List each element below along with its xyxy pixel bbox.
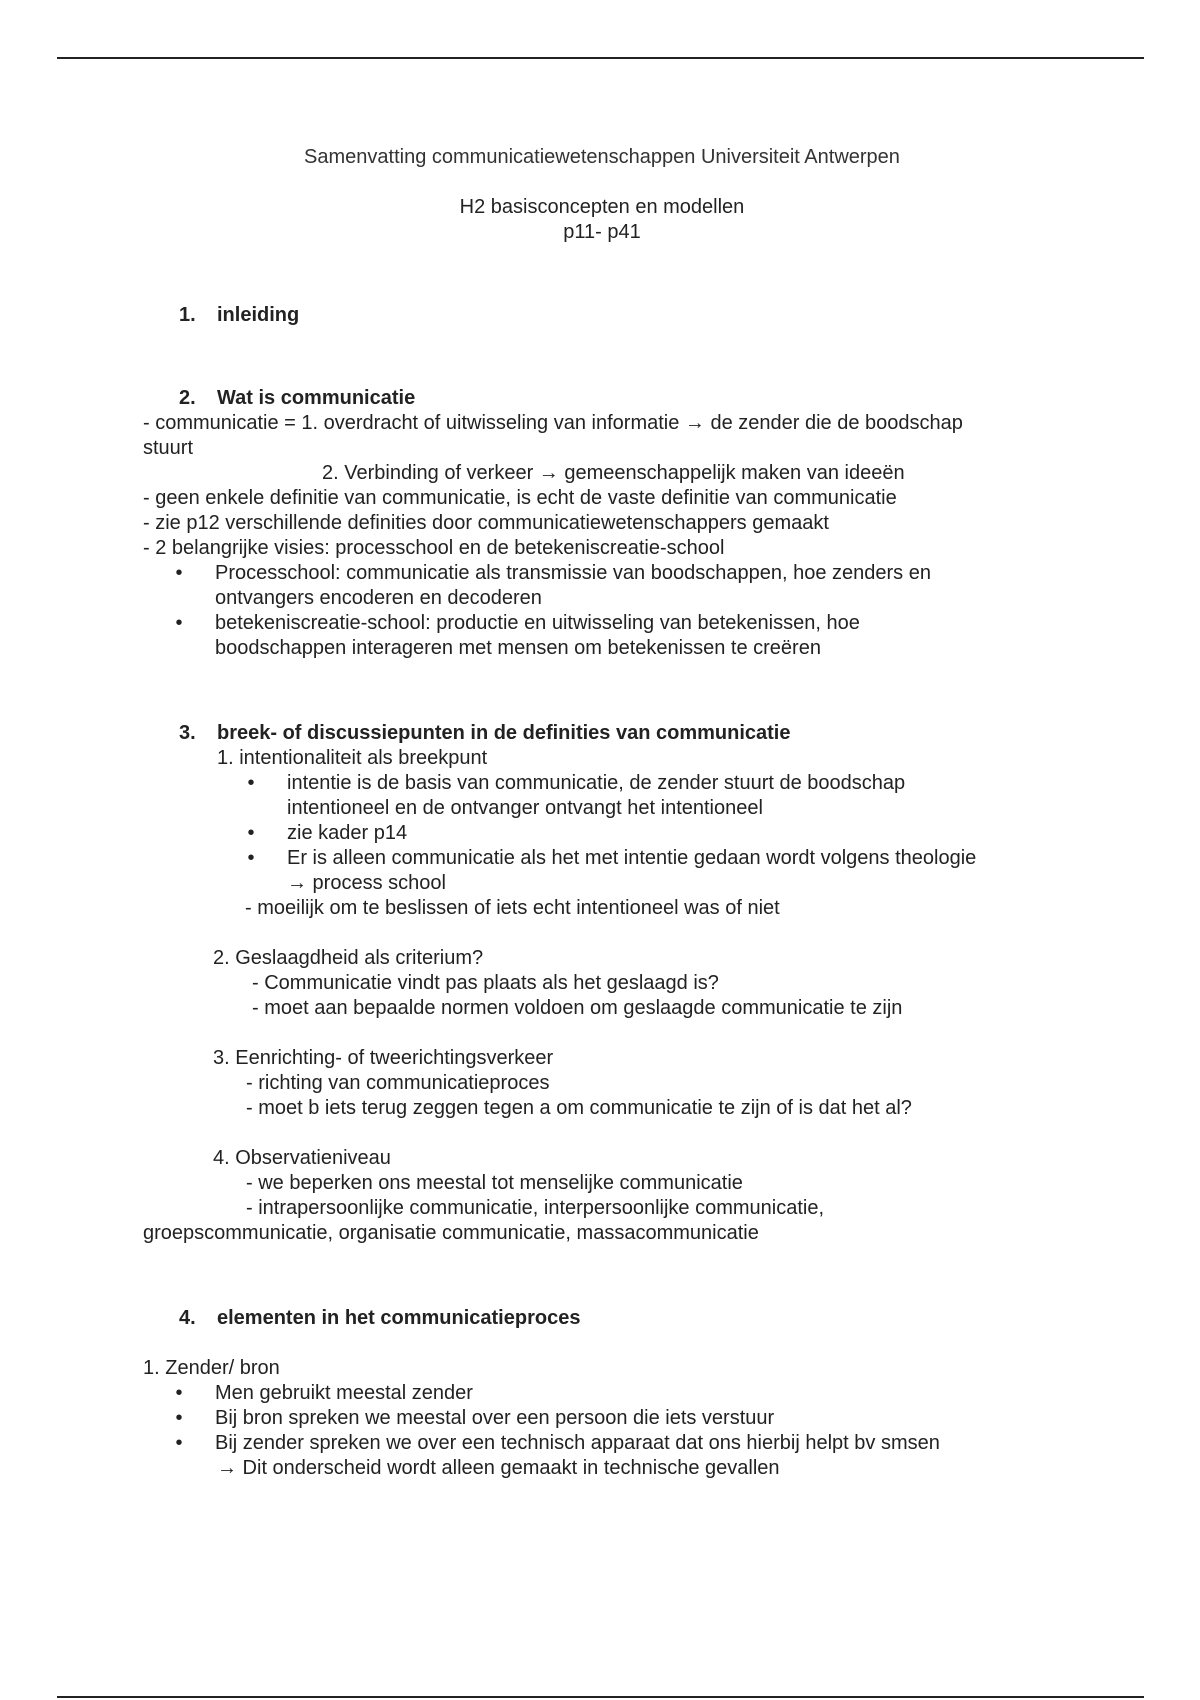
list-item-text: Er is alleen communicatie als het met intentie gedaan wordt volgens theologie xyxy=(287,847,977,869)
document-title: Samenvatting communicatiewetenschappen Universiteit Antwerpen xyxy=(304,146,900,168)
list-item xyxy=(143,771,1083,821)
document-page xyxy=(143,145,1083,1481)
subsection-label: 3. Eenrichting- of tweerichtingsverkeer xyxy=(213,1047,554,1069)
list-item xyxy=(143,1381,1083,1406)
list-item xyxy=(143,821,1083,846)
bullet-icon: • xyxy=(175,1432,183,1454)
subsection-label: 1. intentionaliteit als breekpunt xyxy=(217,747,488,769)
text-line: - 2 belangrijke visies: processchool en de betekeniscreatie-school xyxy=(143,537,725,559)
text-line: 2. Verbinding of verkeer → gemeenschappelijk maken van ideeën xyxy=(322,462,905,484)
list-item-text: Bij bron spreken we meestal over een persoon die iets verstuur xyxy=(215,1407,775,1429)
bullet-icon: • xyxy=(247,822,255,844)
list-item xyxy=(143,611,1083,661)
bullet-icon: • xyxy=(175,1382,183,1404)
section-1-heading xyxy=(143,303,1083,328)
section-2-heading xyxy=(143,386,1083,411)
list-item-text: Men gebruikt meestal zender xyxy=(215,1382,473,1404)
list-item xyxy=(143,846,1083,871)
text-line: - moeilijk om te beslissen of iets echt intentioneel was of niet xyxy=(245,897,780,919)
text-line: stuurt xyxy=(143,437,194,459)
text-line: - zie p12 verschillende definities door communicatiewetenschappers gemaakt xyxy=(143,512,829,534)
text-line: - we beperken ons meestal tot menselijke communicatie xyxy=(246,1172,743,1194)
arrow-line: → process school xyxy=(287,872,446,894)
chapter-pages: p11- p41 xyxy=(563,221,641,243)
text-line: groepscommunicatie, organisatie communicatie, massacommunicatie xyxy=(143,1222,759,1244)
chapter-title: H2 basisconcepten en modellen xyxy=(459,196,745,218)
list-item xyxy=(143,1406,1083,1431)
section-3-heading xyxy=(143,721,1083,746)
section-number: 1. xyxy=(179,304,196,326)
header-rule xyxy=(57,57,1144,59)
section-title: breek- of discussiepunten in de definities van communicatie xyxy=(217,722,791,744)
bullet-icon: • xyxy=(247,847,255,869)
list-item xyxy=(143,561,1083,611)
text-line: - geen enkele definitie van communicatie, is echt de vaste definitie van communicatie xyxy=(143,487,897,509)
list-item-text: Bij zender spreken we over een technisch apparaat dat ons hierbij helpt bv smsen xyxy=(215,1432,940,1454)
section-title: elementen in het communicatieproces xyxy=(217,1307,581,1329)
bullet-icon: • xyxy=(247,772,255,794)
section-4-heading xyxy=(143,1306,1083,1331)
list-item-text: Processchool: communicatie als transmissie van boodschappen, hoe zenders en ontvangers encoderen en decoderen xyxy=(215,562,931,609)
text-line: - communicatie = 1. overdracht of uitwisseling van informatie → de zender die de boodschap xyxy=(143,412,963,434)
section-number: 2. xyxy=(179,387,196,409)
footer-rule xyxy=(57,1696,1144,1698)
bullet-icon: • xyxy=(175,1407,183,1429)
text-line: - moet b iets terug zeggen tegen a om communicatie te zijn of is dat het al? xyxy=(246,1097,912,1119)
bullet-icon: • xyxy=(175,612,183,634)
list-item-text: zie kader p14 xyxy=(287,822,408,844)
section-title: inleiding xyxy=(217,304,300,326)
list-item-text: betekeniscreatie-school: productie en uitwisseling van betekenissen, hoe boodschappen interageren met mensen om betekenissen te creëren xyxy=(215,612,860,659)
section-title: Wat is communicatie xyxy=(217,387,416,409)
text-line: - richting van communicatieproces xyxy=(246,1072,550,1094)
text-line: - moet aan bepaalde normen voldoen om geslaagde communicatie te zijn xyxy=(252,997,903,1019)
bullet-icon: • xyxy=(175,562,183,584)
subsection-label: 1. Zender/ bron xyxy=(143,1357,280,1379)
list-item xyxy=(143,1431,1083,1456)
arrow-line: → Dit onderscheid wordt alleen gemaakt in technische gevallen xyxy=(217,1457,780,1479)
section-number: 3. xyxy=(179,722,196,744)
list-item-text: intentie is de basis van communicatie, de zender stuurt de boodschap intentioneel en de ontvanger ontvangt het intentioneel xyxy=(287,772,906,819)
text-line: - intrapersoonlijke communicatie, interpersoonlijke communicatie, xyxy=(246,1197,825,1219)
subsection-label: 4. Observatieniveau xyxy=(213,1147,391,1169)
text-line: - Communicatie vindt pas plaats als het geslaagd is? xyxy=(252,972,719,994)
subsection-label: 2. Geslaagdheid als criterium? xyxy=(213,947,484,969)
section-number: 4. xyxy=(179,1307,196,1329)
